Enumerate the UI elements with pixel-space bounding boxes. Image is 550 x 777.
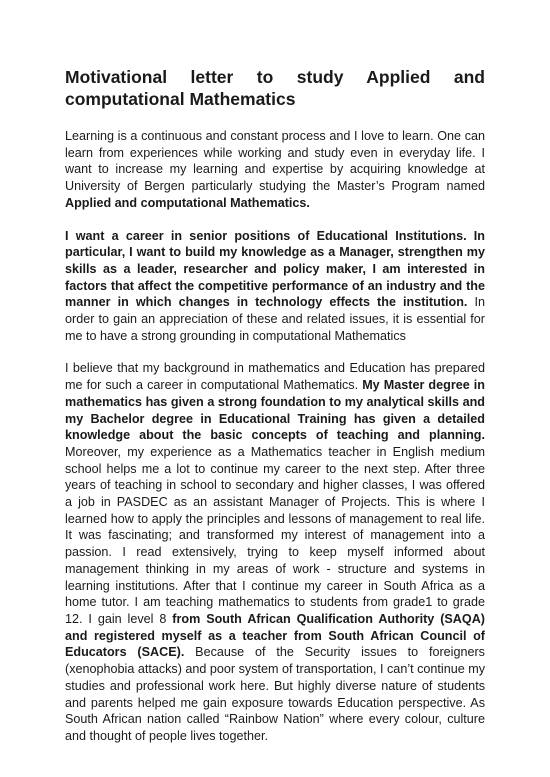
title-line-1: Motivational letter to study Applied and: [65, 67, 485, 87]
background-bold-1: My Master degree in mathematics has given a strong foundation to my analytical skills and my Bachelor degree in Educational Training has given a detailed knowledge about the basic concepts of teaching and planning.: [65, 378, 485, 443]
background-text-1: I believe that my background in mathematics and Education has prepared me for such a career in computational Mathematics.: [65, 361, 485, 393]
document-page: [65, 66, 485, 745]
background-text-2: Moreover, my experience as a Mathematics teacher in English medium school helps me a lot to continue my career to the next step. After three years of teaching in school to secondary and higher classes, I was offered a job in PASDEC as an assistant Manager of Projects. This is where I learned how to apply the principles and lessons of management to real life. It was fascinating; and transformed my interest of management into a passion. I read extensively, trying to keep myself informed about management thinking in my areas of work - structure and systems in learning institutions. After that I continue my career in South Africa as a home tutor. I am teaching mathematics to students from grade1 to grade 12. I gain level 8: [65, 444, 485, 626]
title-line-2: computational Mathematics: [65, 89, 296, 109]
background-bold-2: from South African Qualification Authority (SAQA) and registered myself as a teacher from South African Council of Educators (SACE).: [65, 611, 485, 660]
background-text-3: Because of the Security issues to foreigners (xenophobia attacks) and poor system of transportation, I can’t continue my studies and professional work here. But highly diverse nature of students and parents helped me gain exposure towards Education perspective. As South African nation called “Rainbow Nation” where every colour, culture and thought of people lives together.: [65, 645, 486, 743]
paragraph-intro: [65, 128, 485, 212]
paragraph-intro-text: Learning is a continuous and constant process and I love to learn. One can learn from experiences while working and study even in everyday life. I want to increase my learning and expertise by acquiring knowledge at University of Bergen particularly studying the Master’s Program named: [65, 129, 485, 194]
letter-title: [65, 66, 485, 110]
paragraph-background: [65, 360, 485, 744]
paragraph-career-goals: [65, 228, 485, 345]
career-goals-bold: I want a career in senior positions of Educational Institutions. In particular, I want to build my knowledge as a Manager, strengthen my skills as a leader, researcher and policy maker, I am interested in factors that affect the competitive performance of an industry and the manner in which changes in technology effects the institution.: [65, 228, 485, 310]
program-name: Applied and computational Mathematics.: [65, 195, 310, 210]
career-goals-text: In order to gain an appreciation of these and related issues, it is essential for me to have a strong grounding in computational Mathematics: [65, 295, 486, 343]
